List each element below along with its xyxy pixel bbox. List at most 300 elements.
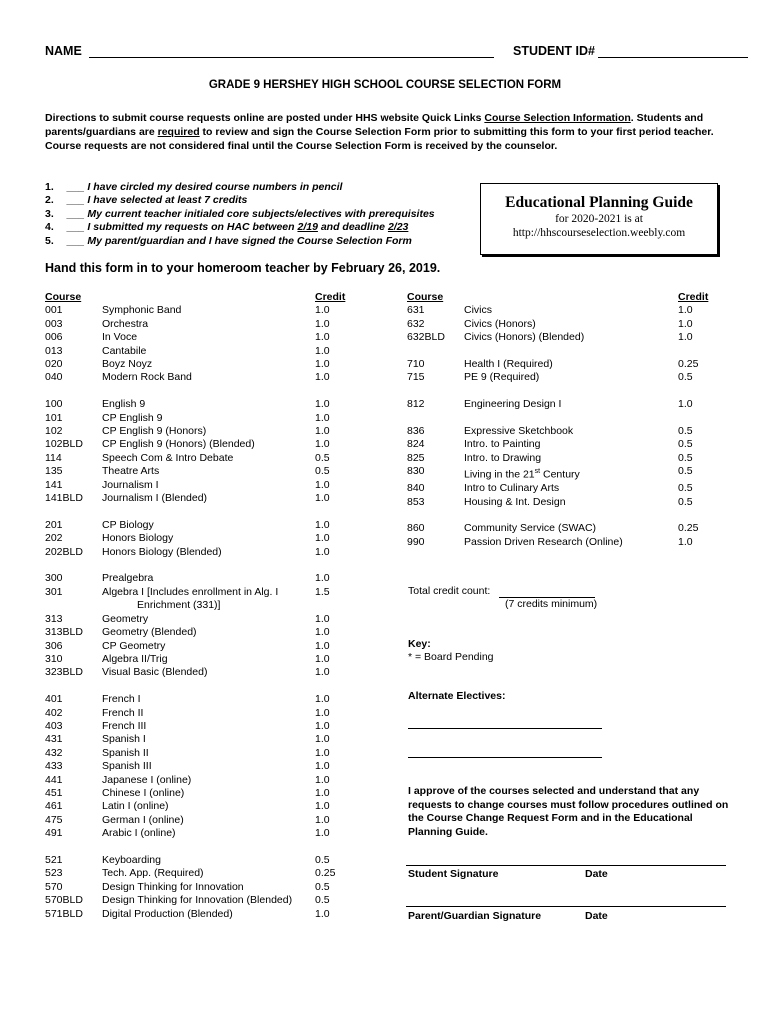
course-code: 523 — [45, 867, 63, 880]
total-credit-label: Total credit count: — [408, 585, 491, 597]
course-credit: 0.5 — [678, 371, 693, 384]
course-name: Prealgebra — [102, 572, 154, 585]
course-credit: 1.0 — [315, 706, 330, 719]
course-code: 824 — [407, 438, 425, 451]
course-code: 102BLD — [45, 438, 83, 451]
course-row[interactable] — [45, 412, 355, 425]
required-word: required — [157, 126, 200, 138]
course-credit: 0.5 — [678, 451, 693, 464]
course-row[interactable] — [407, 465, 718, 482]
course-row[interactable] — [45, 894, 355, 907]
group-spacer-cell — [45, 680, 355, 693]
directions-part1: Directions to submit course requests online are posted under HHS website Quick Links — [45, 112, 485, 124]
course-name: Health I (Required) — [464, 358, 553, 371]
course-row[interactable] — [407, 452, 718, 465]
course-credit: 1.0 — [315, 666, 330, 679]
course-code: 040 — [45, 371, 63, 384]
course-row[interactable] — [45, 452, 355, 465]
course-code: 201 — [45, 518, 63, 531]
checklist-text: ___ I have selected at least 7 credits — [67, 194, 248, 207]
course-credit: 0.25 — [678, 522, 699, 535]
course-code: 402 — [45, 706, 63, 719]
course-row[interactable] — [407, 371, 718, 384]
course-row[interactable] — [45, 908, 355, 921]
course-code: 006 — [45, 331, 63, 344]
course-name: Geometry (Blended) — [102, 626, 197, 639]
course-credit: 1.0 — [315, 626, 330, 639]
course-name: Keyboarding — [102, 853, 161, 866]
course-credit: 1.0 — [678, 304, 693, 317]
course-row[interactable] — [45, 371, 355, 384]
course-code: 202BLD — [45, 545, 83, 558]
course-name: CP English 9 — [102, 411, 163, 424]
ordinal-suffix: st — [534, 468, 541, 476]
alternate-elective-line-2[interactable] — [408, 757, 602, 758]
key-title: Key: — [408, 638, 431, 650]
course-code: 840 — [407, 482, 425, 495]
course-code: 990 — [407, 535, 425, 548]
course-credit: 0.5 — [315, 451, 330, 464]
course-code: 632 — [407, 317, 425, 330]
course-name: Orchestra — [102, 317, 149, 330]
course-credit: 1.0 — [315, 304, 330, 317]
total-credit-input-line[interactable] — [499, 587, 595, 598]
course-name: Spanish II — [102, 746, 149, 759]
course-code — [45, 599, 102, 612]
course-name: Intro to Culinary Arts — [464, 482, 560, 495]
alternate-electives-title: Alternate Electives: — [408, 690, 506, 702]
course-credit: 1.0 — [315, 800, 330, 813]
course-code: 632BLD — [407, 331, 445, 344]
checklist-text: ___ My parent/guardian and I have signed the Course Selection Form — [67, 234, 412, 247]
course-code: 020 — [45, 358, 63, 371]
course-credit: 0.5 — [678, 465, 693, 478]
course-code: 310 — [45, 652, 63, 665]
course-name: Housing & Int. Design — [464, 495, 566, 508]
course-code: 141 — [45, 478, 63, 491]
course-name: Algebra I [Includes enrollment in Alg. I — [102, 585, 279, 598]
group-spacer — [407, 345, 718, 358]
course-row[interactable] — [45, 546, 355, 559]
group-spacer — [45, 841, 355, 854]
course-name: Modern Rock Band — [102, 371, 192, 384]
course-selection-info-link[interactable]: Course Selection Information — [484, 112, 631, 124]
planning-guide-url[interactable]: http://hhscourseselection.weebly.com — [512, 227, 686, 239]
right-course-table — [407, 291, 718, 549]
course-name: Expressive Sketchbook — [464, 425, 574, 438]
checklist-text: and deadline — [317, 221, 388, 234]
course-row[interactable] — [45, 747, 355, 760]
course-credit: 1.0 — [315, 773, 330, 786]
course-credit: 1.0 — [315, 492, 330, 505]
checklist-num: 1. — [45, 181, 54, 193]
course-code: 521 — [45, 853, 63, 866]
course-row[interactable] — [45, 613, 355, 626]
course-code: 825 — [407, 451, 425, 464]
course-credit: 0.5 — [678, 438, 693, 451]
course-header: Course — [45, 291, 82, 303]
course-row[interactable] — [45, 800, 355, 813]
planning-guide-box — [480, 183, 718, 255]
course-credit: 1.0 — [315, 813, 330, 826]
course-code: 570BLD — [45, 894, 83, 907]
course-credit: 1.0 — [315, 371, 330, 384]
course-credit: 1.0 — [315, 733, 330, 746]
course-name: Civics (Honors) — [464, 317, 536, 330]
checklist-item[interactable] — [45, 208, 485, 221]
course-name: Algebra II/Trig — [102, 652, 168, 665]
student-signature-line[interactable] — [406, 865, 726, 866]
course-code: 403 — [45, 719, 63, 732]
course-code: 114 — [45, 451, 62, 464]
student-date-label: Date — [585, 868, 608, 880]
course-row[interactable] — [407, 522, 718, 535]
course-row[interactable] — [407, 425, 718, 438]
name-input-line[interactable] — [89, 45, 494, 58]
checklist-item[interactable] — [45, 221, 485, 234]
course-name: Civics (Honors) (Blended) — [464, 331, 585, 344]
course-row[interactable] — [45, 720, 355, 733]
course-code: 491 — [45, 827, 63, 840]
course-code: 475 — [45, 813, 63, 826]
checklist — [45, 181, 485, 248]
course-name: CP English 9 (Honors) (Blended) — [102, 438, 255, 451]
course-row[interactable] — [45, 318, 355, 331]
course-row[interactable] — [45, 304, 355, 317]
course-credit: 1.0 — [315, 398, 330, 411]
course-credit: 0.5 — [315, 894, 330, 907]
course-row[interactable] — [407, 318, 718, 331]
course-row[interactable] — [45, 358, 355, 371]
course-credit: 1.0 — [315, 425, 330, 438]
course-credit: 1.0 — [315, 438, 330, 451]
course-code: 830 — [407, 465, 425, 478]
course-credit: 0.5 — [678, 482, 693, 495]
course-code: 433 — [45, 760, 63, 773]
course-name: Visual Basic (Blended) — [102, 666, 208, 679]
course-row[interactable] — [407, 536, 718, 549]
course-credit: 0.5 — [678, 425, 693, 438]
course-code: 570 — [45, 880, 63, 893]
course-code: 441 — [45, 773, 63, 786]
course-name: English 9 — [102, 398, 146, 411]
course-name: Civics — [464, 304, 492, 317]
checklist-item[interactable] — [45, 235, 485, 248]
course-credit: 1.0 — [315, 612, 330, 625]
course-code: 323BLD — [45, 666, 83, 679]
directions-part2: . Students and parents/guardians are — [45, 112, 704, 138]
course-name: Theatre Arts — [102, 465, 160, 478]
course-name: Symphonic Band — [102, 304, 182, 317]
course-credit: 0.5 — [315, 465, 330, 478]
course-credit: 1.0 — [678, 398, 693, 411]
course-credit: 1.0 — [315, 907, 330, 920]
course-name: Boyz Noyz — [102, 358, 153, 371]
course-credit: 1.0 — [315, 317, 330, 330]
course-name: German I (online) — [102, 813, 184, 826]
course-row[interactable] — [45, 398, 355, 411]
course-name: PE 9 (Required) — [464, 371, 540, 384]
course-row[interactable] — [45, 519, 355, 532]
course-name: Intro. to Painting — [464, 438, 541, 451]
checklist-text: ___ My current teacher initialed core subjects/electives with prerequisites — [67, 207, 435, 220]
course-row[interactable] — [45, 586, 355, 599]
checklist-num: 2. — [45, 194, 54, 207]
course-name: Honors Biology (Blended) — [102, 545, 222, 558]
course-credit: 0.5 — [315, 853, 330, 866]
course-row[interactable] — [45, 599, 355, 612]
course-credit: 1.0 — [315, 746, 330, 759]
course-code: 451 — [45, 786, 63, 799]
course-name: In Voce — [102, 331, 138, 344]
group-spacer-cell — [45, 559, 355, 572]
group-spacer-cell — [45, 385, 355, 398]
group-spacer — [407, 509, 718, 522]
course-name: Arabic I (online) — [102, 827, 176, 840]
course-row[interactable] — [45, 881, 355, 894]
course-row[interactable] — [45, 465, 355, 478]
course-name: Spanish I — [102, 733, 146, 746]
planning-guide-title: Educational Planning Guide — [505, 194, 693, 211]
course-row[interactable] — [407, 304, 718, 317]
course-name: Japanese I (online) — [102, 773, 192, 786]
group-spacer — [45, 385, 355, 398]
course-credit: 0.5 — [678, 495, 693, 508]
name-label: NAME — [45, 44, 82, 58]
planning-guide-line: for 2020-2021 is at — [555, 213, 643, 225]
checklist-text: ___ I have circled my desired course numbers in pencil — [67, 181, 343, 193]
course-row[interactable] — [45, 492, 355, 505]
course-row[interactable] — [45, 814, 355, 827]
course-code: 135 — [45, 465, 63, 478]
course-code: 313 — [45, 612, 63, 625]
course-credit: 1.0 — [678, 535, 693, 548]
table-header-row — [45, 291, 355, 304]
course-row[interactable] — [45, 854, 355, 867]
checklist-item[interactable] — [45, 194, 485, 207]
group-spacer-cell — [45, 505, 355, 518]
group-spacer-cell — [407, 412, 718, 425]
course-code: 003 — [45, 317, 63, 330]
course-name: Honors Biology — [102, 532, 174, 545]
parent-signature-line[interactable] — [406, 906, 726, 907]
course-name: Passion Driven Research (Online) — [464, 535, 623, 548]
course-row[interactable] — [45, 640, 355, 653]
course-name: CP English 9 (Honors) — [102, 425, 207, 438]
checklist-item[interactable] — [45, 181, 485, 194]
name-field-row — [45, 44, 494, 58]
course-credit: 1.0 — [315, 827, 330, 840]
course-credit: 1.0 — [315, 344, 330, 357]
course-name: CP Biology — [102, 518, 154, 531]
student-signature-label: Student Signature — [408, 868, 499, 880]
course-name: Journalism I — [102, 478, 159, 491]
course-row[interactable] — [45, 787, 355, 800]
group-spacer — [45, 559, 355, 572]
course-row[interactable] — [45, 707, 355, 720]
course-credit: 1.0 — [315, 545, 330, 558]
course-code: 313BLD — [45, 626, 83, 639]
course-row[interactable] — [45, 331, 355, 344]
course-code: 301 — [45, 585, 63, 598]
checklist-text: ___ I submitted my requests on HAC between — [67, 221, 298, 234]
course-credit: 1.0 — [678, 317, 693, 330]
course-code: 631 — [407, 304, 425, 317]
course-name: Journalism I (Blended) — [102, 492, 208, 505]
course-name: Intro. to Drawing — [464, 451, 542, 464]
course-row[interactable] — [45, 479, 355, 492]
start-date: 2/19 — [297, 221, 318, 234]
course-name: Geometry — [102, 612, 149, 625]
course-code: 001 — [45, 304, 63, 317]
group-spacer-cell — [407, 385, 718, 398]
course-name: Tech. App. (Required) — [102, 867, 204, 880]
course-code: 141BLD — [45, 492, 83, 505]
group-spacer-cell — [407, 509, 718, 522]
parent-date-label: Date — [585, 910, 608, 922]
course-code: 461 — [45, 800, 63, 813]
credit-header: Credit — [315, 291, 346, 303]
course-name: Latin I (online) — [102, 800, 169, 813]
course-credit: 1.0 — [315, 639, 330, 652]
course-code: 571BLD — [45, 907, 83, 920]
course-row[interactable] — [45, 532, 355, 545]
name-header — [102, 291, 315, 304]
course-code: 710 — [407, 358, 425, 371]
course-row[interactable] — [45, 774, 355, 787]
course-code: 306 — [45, 639, 63, 652]
group-spacer — [45, 505, 355, 518]
total-credit-row — [408, 584, 595, 598]
course-row[interactable] — [45, 733, 355, 746]
course-row[interactable] — [45, 626, 355, 639]
course-row[interactable] — [45, 693, 355, 706]
course-code: 853 — [407, 495, 425, 508]
course-name: Living in the 21st Century — [464, 468, 580, 481]
course-row[interactable] — [407, 358, 718, 371]
course-row[interactable] — [407, 482, 718, 495]
course-row[interactable] — [45, 572, 355, 585]
course-credit: 1.0 — [315, 411, 330, 424]
course-credit: 1.0 — [315, 358, 330, 371]
course-credit: 1.0 — [315, 760, 330, 773]
deadline-date: 2/23 — [387, 221, 409, 234]
alternate-elective-line-1[interactable] — [408, 728, 602, 729]
name-header — [464, 291, 678, 304]
course-code: 715 — [407, 371, 425, 384]
course-row[interactable] — [45, 827, 355, 840]
course-name: Spanish III — [102, 760, 152, 773]
course-credit: 1.0 — [315, 331, 330, 344]
course-name: Design Thinking for Innovation (Blended) — [102, 894, 293, 907]
course-credit: 0.25 — [315, 867, 336, 880]
course-code: 432 — [45, 746, 63, 759]
course-name: Design Thinking for Innovation — [102, 880, 244, 893]
parent-signature-label: Parent/Guardian Signature — [408, 910, 542, 922]
course-header: Course — [407, 291, 444, 303]
course-row[interactable] — [407, 331, 718, 344]
course-name: French III — [102, 719, 147, 732]
course-credit: 1.0 — [315, 786, 330, 799]
group-spacer — [45, 680, 355, 693]
course-code: 101 — [45, 411, 63, 424]
student-id-field-row — [513, 44, 748, 58]
course-name: French II — [102, 706, 144, 719]
course-code: 401 — [45, 693, 63, 706]
course-name: Digital Production (Blended) — [102, 907, 233, 920]
course-row[interactable] — [45, 760, 355, 773]
course-credit: 1.5 — [315, 585, 330, 598]
directions-text — [45, 111, 725, 153]
course-row[interactable] — [407, 496, 718, 509]
course-code: 860 — [407, 522, 425, 535]
course-row[interactable] — [45, 345, 355, 358]
course-credit: 1.0 — [678, 331, 693, 344]
checklist-num: 4. — [45, 221, 54, 234]
group-spacer — [407, 412, 718, 425]
course-credit: 1.0 — [315, 652, 330, 665]
student-id-label: STUDENT ID# — [513, 44, 595, 58]
course-row[interactable] — [45, 425, 355, 438]
course-code: 812 — [407, 398, 425, 411]
course-row[interactable] — [45, 653, 355, 666]
group-spacer — [407, 385, 718, 398]
course-name: Chinese I (online) — [102, 786, 185, 799]
course-name: Cantabile — [102, 344, 147, 357]
group-spacer-cell — [45, 841, 355, 854]
hand-in-notice: Hand this form in to your homeroom teacher by February 26, 2019. — [45, 261, 441, 275]
course-credit: 0.5 — [315, 880, 330, 893]
approval-statement: I approve of the courses selected and understand that any requests to change courses must follow procedures outlined on the Course Change Request Form and in the Educational Planning Guide. — [408, 785, 729, 838]
course-code: 100 — [45, 398, 63, 411]
course-code: 202 — [45, 532, 63, 545]
total-credit-minimum: (7 credits minimum) — [505, 598, 598, 610]
checklist-num: 3. — [45, 207, 54, 220]
course-credit: 1.0 — [315, 532, 330, 545]
course-row[interactable] — [407, 398, 718, 411]
course-credit — [315, 599, 355, 612]
course-row[interactable] — [45, 666, 355, 679]
checklist-num: 5. — [45, 234, 54, 247]
course-row[interactable] — [45, 867, 355, 880]
course-credit: 0.25 — [678, 358, 699, 371]
credit-header: Credit — [678, 291, 709, 303]
table-header-row — [407, 291, 718, 304]
course-name: Speech Com & Intro Debate — [102, 451, 234, 464]
course-name: French I — [102, 693, 141, 706]
course-name: Community Service (SWAC) — [464, 522, 597, 535]
course-code: 102 — [45, 425, 63, 438]
course-name: CP Geometry — [102, 639, 166, 652]
course-credit: 1.0 — [315, 518, 330, 531]
course-code: 836 — [407, 425, 425, 438]
key-line: * = Board Pending — [408, 651, 494, 663]
left-course-table — [45, 291, 355, 921]
student-id-input-line[interactable] — [598, 45, 748, 58]
course-credit: 1.0 — [315, 478, 330, 491]
course-credit: 1.0 — [315, 572, 330, 585]
form-title: GRADE 9 HERSHEY HIGH SCHOOL COURSE SELECTION FORM — [208, 79, 562, 91]
course-credit: 1.0 — [315, 719, 330, 732]
course-code: 300 — [45, 572, 63, 585]
course-code: 013 — [45, 344, 63, 357]
course-code: 431 — [45, 733, 63, 746]
course-row[interactable] — [407, 438, 718, 451]
course-name: Enrichment (331)] — [102, 599, 221, 612]
directions-part3: to review and sign the Course Selection Form prior to submitting this form to your first period teacher. Course requests are not considered final until the Course Selection Form is received by the counselor. — [45, 126, 714, 152]
group-spacer-cell — [407, 345, 718, 358]
course-row[interactable] — [45, 438, 355, 451]
